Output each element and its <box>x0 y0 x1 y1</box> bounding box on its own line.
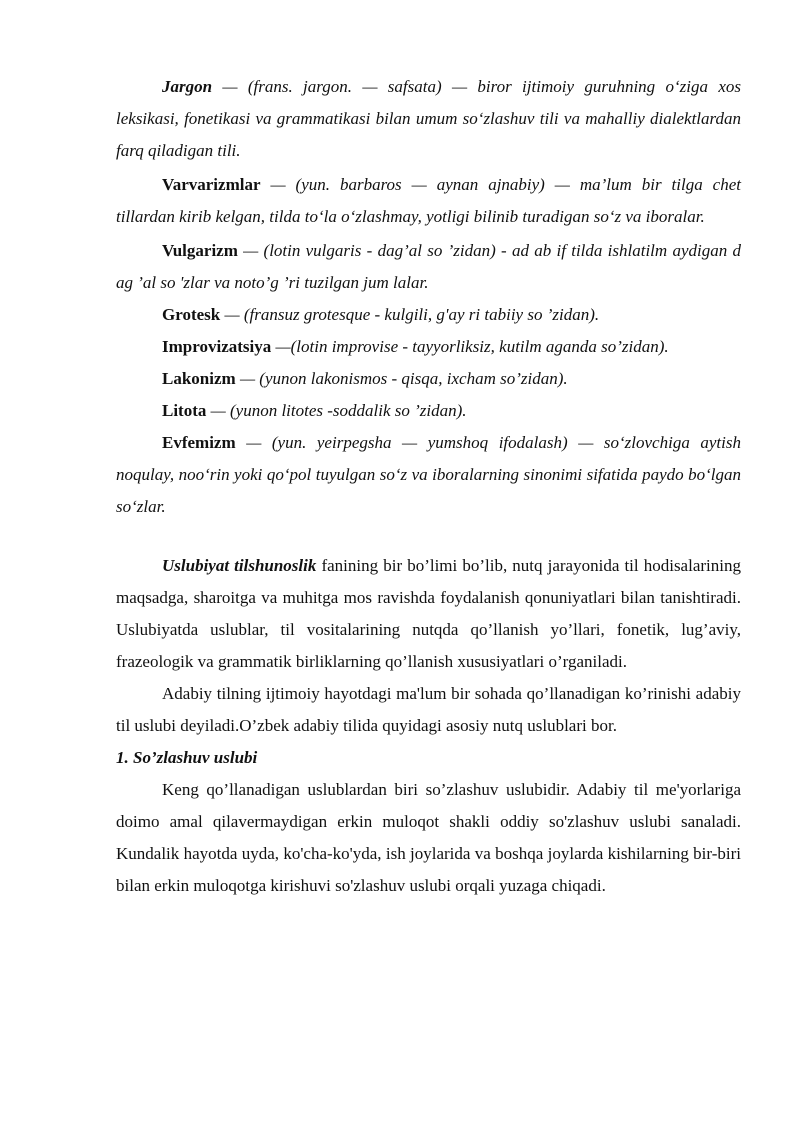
document-body <box>116 71 741 902</box>
paragraph-text: fanining bir bo’limi bo’lib, nutq jarayonida til hodisalarining maqsadga, sharoitga va muhitga mos ravishda foydalanish qonuniyatlari bilan tanishtiradi. Uslubiyatda uslublar, til vositalarining nutqda qo’llanish yo’llari, fonetik, lug’aviy, frazeologik va grammatik birliklarning qo’llanish xususiyatlari o’rganiladi. <box>116 556 741 671</box>
term-definition: — (yunon litotes -soddalik so ’zidan). <box>206 401 467 420</box>
paragraph-uslubiyat <box>116 550 741 678</box>
term-definition: — (yun. yeirpegsha — yumshoq ifodalash) — so‘zlovchiga aytish noqulay, noo‘rin yoki qo‘pol tuyulgan so‘z va iboralarning sinonimi sifatida paydo bo‘lgan so‘zlar. <box>116 433 741 516</box>
term-entry-vulgarizm <box>116 235 741 299</box>
term-name: Grotesk <box>162 305 221 324</box>
term-name: Lakonizm <box>162 369 236 388</box>
term-entry-varvarizmlar <box>116 169 741 233</box>
term-definition: — (yun. barbaros — aynan ajnabiy) — ma’lum bir tilga chet tillardan kirib kelgan, tilda to‘la o‘zlashmay, yotligi bilinib turadigan so‘z va iboralar. <box>116 175 741 226</box>
term-definition: — (lotin vulgaris - dag’al so ’zidan) - ad ab if tilda ishlatilm aydigan d ag ’al so 'zlar va noto’g ’ri tuzilgan jum lalar. <box>116 241 741 292</box>
term-name: Litota <box>162 401 207 420</box>
term-entry-grotesk <box>116 299 741 331</box>
term-name: Evfemizm <box>162 433 236 452</box>
paragraph-lead-term: Uslubiyat tilshunoslik <box>162 556 317 575</box>
term-name: Improvizatsiya <box>162 337 272 356</box>
term-entry-jargon <box>116 71 741 167</box>
term-definition: —(lotin improvise - tayyorliksiz, kutilm aganda so’zidan). <box>271 337 669 356</box>
term-entry-lakonizm <box>116 363 741 395</box>
section-heading: 1. So’zlashuv uslubi <box>116 748 258 767</box>
term-name: Jargon <box>162 77 213 96</box>
term-definition: — (frans. jargon. — safsata) — biror ijtimoiy guruhning o‘ziga xos leksikasi, fonetikasi va grammatikasi bilan umum so‘zlashuv tili va mahalliy dialektlardan farq qiladigan tili. <box>116 77 741 160</box>
term-definition: — (fransuz grotesque - kulgili, g'ay ri tabiiy so ’zidan). <box>220 305 600 324</box>
term-name: Vulgarizm <box>162 241 238 260</box>
paragraph-sozlashuv: Keng qo’llanadigan uslublardan biri so’zlashuv uslubidir. Adabiy til me'yorlariga doimo amal qilavermaydigan erkin muloqot shakli oddiy so'zlashuv uslubi sanaladi. Kundalik hayotda uyda, ko'cha-ko'yda, ish joylarida va boshqa joylarda kishilarning bir-biri bilan erkin muloqotga kirishuvi so'zlashuv uslubi orqali yuzaga chiqadi. <box>116 780 741 895</box>
term-definition: — (yunon lakonismos - qisqa, ixcham so’zidan). <box>235 369 568 388</box>
paragraph-adabiy-til: Adabiy tilning ijtimoiy hayotdagi ma'lum bir sohada qo’llanadigan ko’rinishi adabiy til uslubi deyiladi.O’zbek adabiy tilida quyidagi asosiy nutq uslublari bor. <box>116 684 741 735</box>
term-entry-improvizatsiya <box>116 331 741 363</box>
term-entry-litota <box>116 395 741 427</box>
term-name: Varvarizmlar <box>162 175 261 194</box>
term-entry-evfemizm <box>116 427 741 523</box>
